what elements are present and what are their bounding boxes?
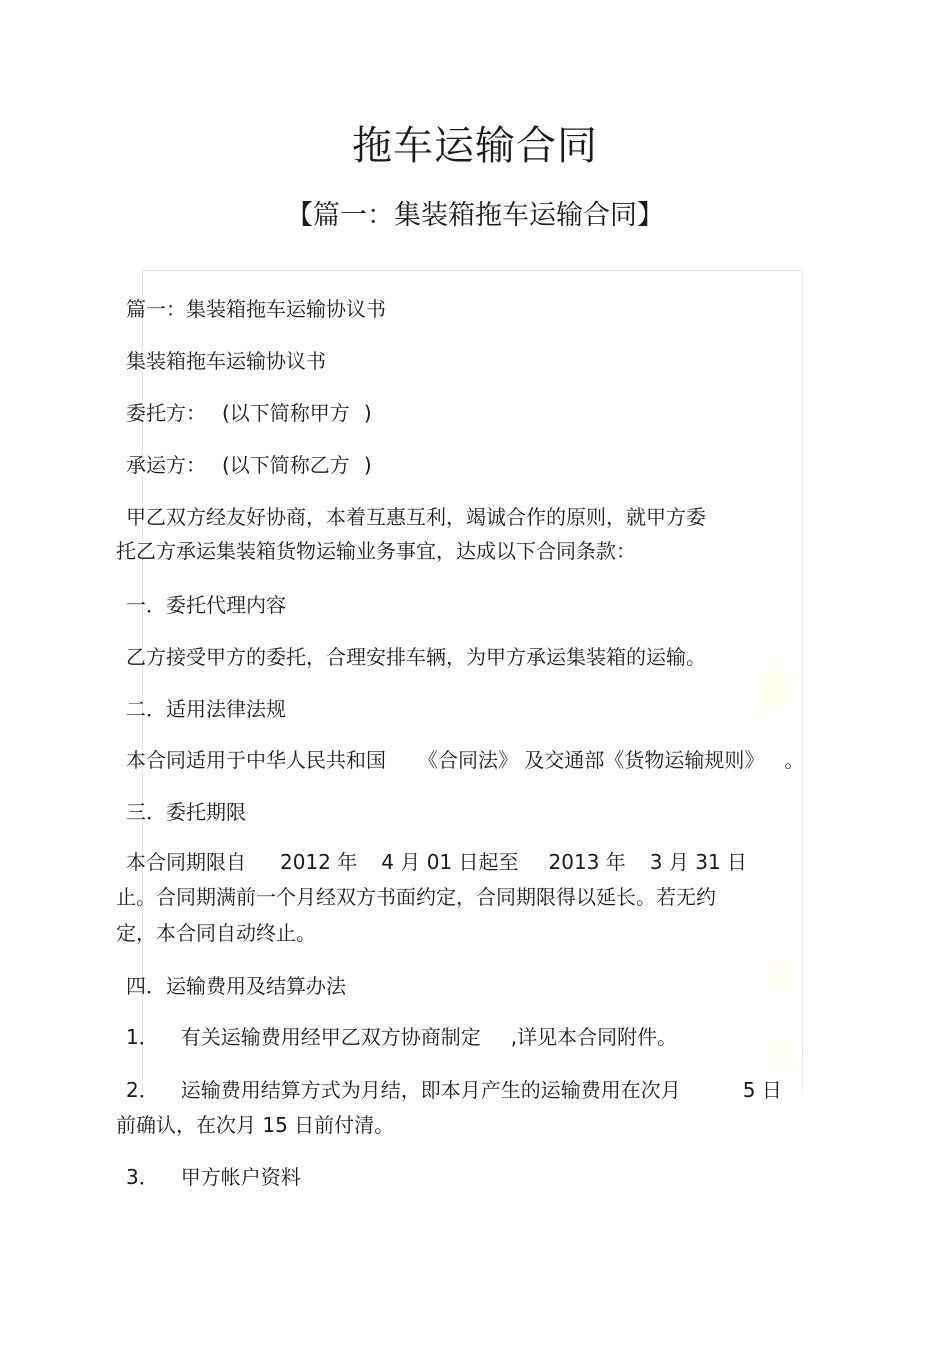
item-3-number: 3． [126, 1165, 159, 1189]
item-3-text: 甲方帐户资料 [180, 1165, 301, 1189]
item-2 [126, 1075, 782, 1105]
preamble-line-1: 甲乙双方经友好协商，本着互惠互利，竭诚合作的原则，就甲方委 [126, 505, 706, 529]
preamble-line-2: 托乙方承运集装箱货物运输业务事宜，达成以下合同条款： [116, 539, 636, 563]
clause-heading-2: 二．适用法律法规 [126, 697, 286, 721]
content-frame [142, 270, 803, 1090]
item-2-number: 2． [126, 1078, 159, 1102]
party-a-label: 委托方： [126, 401, 206, 425]
item-1-text: 有关运输费用经甲乙双方协商制定 [180, 1025, 481, 1049]
item-2-text: 运输费用结算方式为月结，即本月产生的运输费用在次月 [180, 1078, 681, 1102]
item-2-line-2: 前确认，在次月 15 日前付清。 [116, 1113, 395, 1137]
item-1 [126, 1022, 677, 1052]
clause-heading-3: 三．委托期限 [126, 800, 246, 824]
term-end-year: 2013 年 [548, 850, 626, 874]
party-b-close: ) [363, 453, 372, 477]
party-a-line [126, 398, 372, 428]
background-glow [766, 960, 792, 990]
law-end: 。 [784, 748, 805, 772]
term-start-year: 2012 年 [280, 850, 358, 874]
law-names: 《合同法》 及交通部《货物运输规则》 [418, 748, 765, 772]
item-2-day: 5 日 [742, 1078, 782, 1102]
term-line-1 [126, 847, 747, 877]
term-line-2: 止。合同期满前一个月经双方书面约定，合同期限得以延长。若无约 [116, 885, 716, 909]
clause-heading-4: 四．运输费用及结算办法 [126, 974, 346, 998]
party-b-note: (以下简称乙方 [222, 453, 350, 477]
item-3 [126, 1162, 301, 1192]
clause-heading-1: 一．委托代理内容 [126, 593, 286, 617]
law-text: 本合同适用于中华人民共和国 [126, 748, 386, 772]
party-b-label: 承运方： [126, 453, 206, 477]
term-start-label: 本合同期限自 [126, 850, 246, 874]
party-a-close: ) [363, 401, 372, 425]
page-title: 拖车运输合同 [352, 123, 598, 169]
item-1-tail: ,详见本合同附件。 [510, 1025, 678, 1049]
clause-text-2 [126, 745, 804, 775]
term-end-date: 3 月 31 日 [649, 850, 748, 874]
background-glow [758, 670, 788, 710]
section-subtitle: 【篇一：集装箱拖车运输合同】 [286, 200, 664, 231]
clause-text-1: 乙方接受甲方的委托，合理安排车辆，为甲方承运集装箱的运输。 [126, 645, 706, 669]
background-glow [770, 1040, 790, 1064]
term-start-date: 4 月 01 日起至 [381, 850, 519, 874]
party-a-note: (以下简称甲方 [222, 401, 350, 425]
paragraph-heading: 篇一：集装箱拖车运输协议书 [126, 297, 386, 321]
agreement-title: 集装箱拖车运输协议书 [126, 349, 326, 373]
item-1-number: 1． [126, 1025, 159, 1049]
party-b-line [126, 450, 372, 480]
term-line-3: 定，本合同自动终止。 [116, 921, 316, 945]
